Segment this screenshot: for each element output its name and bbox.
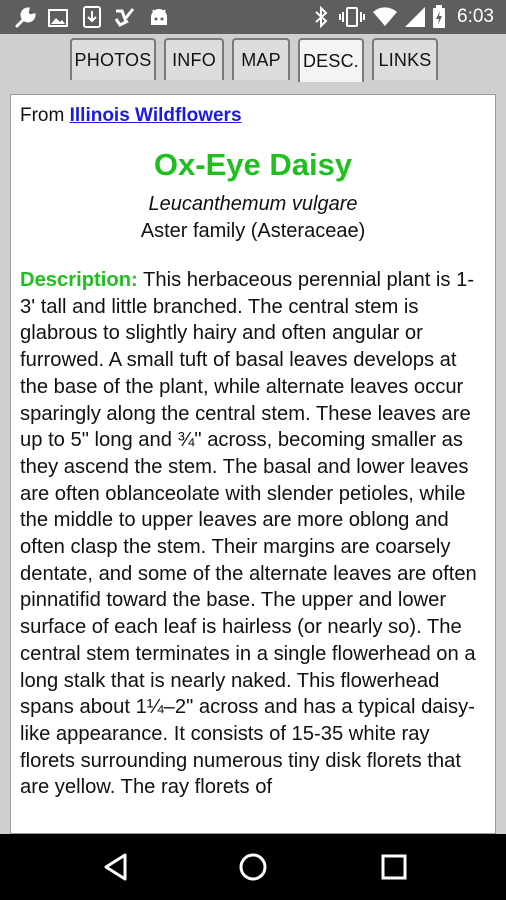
android-icon <box>148 7 170 27</box>
image-icon <box>48 8 68 28</box>
tab-links[interactable]: LINKS <box>372 38 438 80</box>
battery-icon <box>432 5 446 29</box>
tab-bar <box>0 34 506 82</box>
description-panel[interactable] <box>10 94 496 834</box>
bluetooth-icon <box>313 6 329 28</box>
source-link[interactable]: Illinois Wildflowers <box>69 105 242 126</box>
status-clock: 6:03 <box>457 6 494 27</box>
navigation-bar <box>0 834 506 900</box>
tab-photos[interactable]: PHOTOS <box>70 38 156 80</box>
plant-title: Ox-Eye Daisy <box>153 147 353 182</box>
wrench-icon <box>14 7 36 29</box>
status-bar <box>0 0 506 34</box>
home-icon[interactable] <box>238 852 268 882</box>
vibrate-icon <box>338 6 366 28</box>
source-prefix: From <box>20 105 70 126</box>
tab-info[interactable]: INFO <box>164 38 224 80</box>
back-icon[interactable] <box>102 852 130 882</box>
scientific-name: Leucanthemum vulgare <box>148 193 358 215</box>
tab-map[interactable]: MAP <box>232 38 290 80</box>
recents-icon[interactable] <box>380 852 408 882</box>
tab-desc[interactable]: DESC. <box>298 38 364 82</box>
description-text <box>20 267 486 801</box>
plant-family: Aster family (Asteraceae) <box>140 220 366 242</box>
signal-icon <box>404 6 426 28</box>
description-body: This herbaceous perennial plant is 1-3' tall and little branched. The central stem is glabrous to slightly hairy and often angular or furrowed. A small tuft of basal leaves develops at the base of the plant, while alternate leaves occur sparingly along the central stem. These leaves are up to 5" long and ¾" across, becoming smaller as they ascend the stem. The basal and lower leaves are often oblanceolate with slender petioles, while the middle to upper leaves are more oblong and often clasp the stem. Their margins are coarsely dentate, and some of the alternate leaves are often pinnatifid toward the base. The upper and lower surface of each leaf is hairless (or nearly so). The central stem terminates in a single flowerhead on a long stalk that is nearly naked. This flowerhead spans about 1¼–2" across and has a typical daisy-like appearance. It consists of 15-35 white ray florets surrounding numerous tiny disk florets that are yellow. The ray florets of <box>20 269 477 799</box>
checkmark-icon <box>114 7 136 27</box>
wifi-icon <box>372 7 398 27</box>
description-label: Description: <box>20 269 138 291</box>
source-line <box>20 105 486 127</box>
download-icon <box>82 6 102 28</box>
